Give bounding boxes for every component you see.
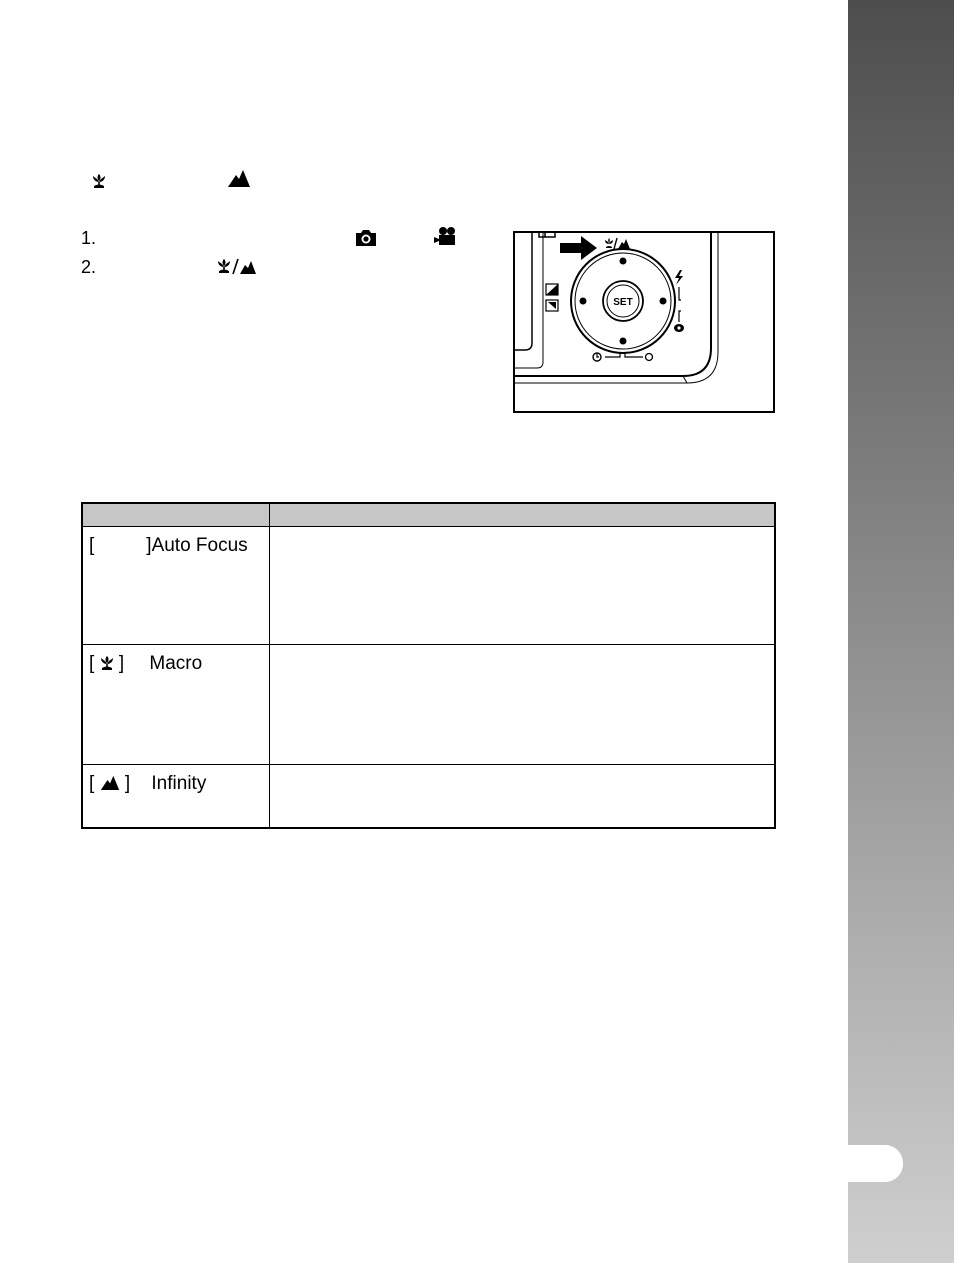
macro-infinity-button-icon	[217, 258, 257, 275]
camera-back-drawing	[515, 233, 773, 411]
step-1	[81, 228, 101, 248]
bracket-open: [	[89, 535, 95, 556]
movie-camera-icon	[433, 226, 457, 247]
mode-name: Macro	[149, 653, 203, 674]
bracket-close: ]	[124, 773, 131, 794]
bracket-open: [	[89, 653, 95, 674]
mode-cell	[82, 645, 269, 765]
camera-dial-illustration	[513, 231, 775, 413]
mode-name: Infinity	[151, 773, 207, 794]
description-cell	[269, 765, 775, 829]
mode-name: Auto Focus	[151, 535, 248, 556]
bracket-close: ]	[146, 535, 152, 556]
description-cell	[269, 527, 775, 645]
mode-cell	[82, 765, 269, 829]
bracket-close: ]	[118, 653, 125, 674]
page-number-pill	[848, 1145, 903, 1182]
header-description	[269, 503, 775, 527]
table-row	[82, 527, 775, 645]
table-header-row	[82, 503, 775, 527]
table-row	[82, 765, 775, 829]
set-button-label: SET	[613, 297, 633, 308]
step-number: 1.	[81, 228, 97, 248]
description-cell	[269, 645, 775, 765]
bracket-open: [	[89, 773, 95, 794]
infinity-mountain-icon	[100, 774, 120, 791]
macro-flower-icon	[100, 655, 114, 671]
header-mode	[82, 503, 269, 527]
macro-flower-icon	[92, 173, 106, 189]
side-thumb-tab	[848, 0, 954, 1263]
focus-mode-table	[81, 502, 776, 829]
infinity-mountain-icon	[227, 168, 251, 188]
mode-cell	[82, 527, 269, 645]
camera-icon	[354, 228, 378, 247]
table-row	[82, 645, 775, 765]
step-number: 2.	[81, 257, 97, 277]
step-2	[81, 257, 101, 277]
